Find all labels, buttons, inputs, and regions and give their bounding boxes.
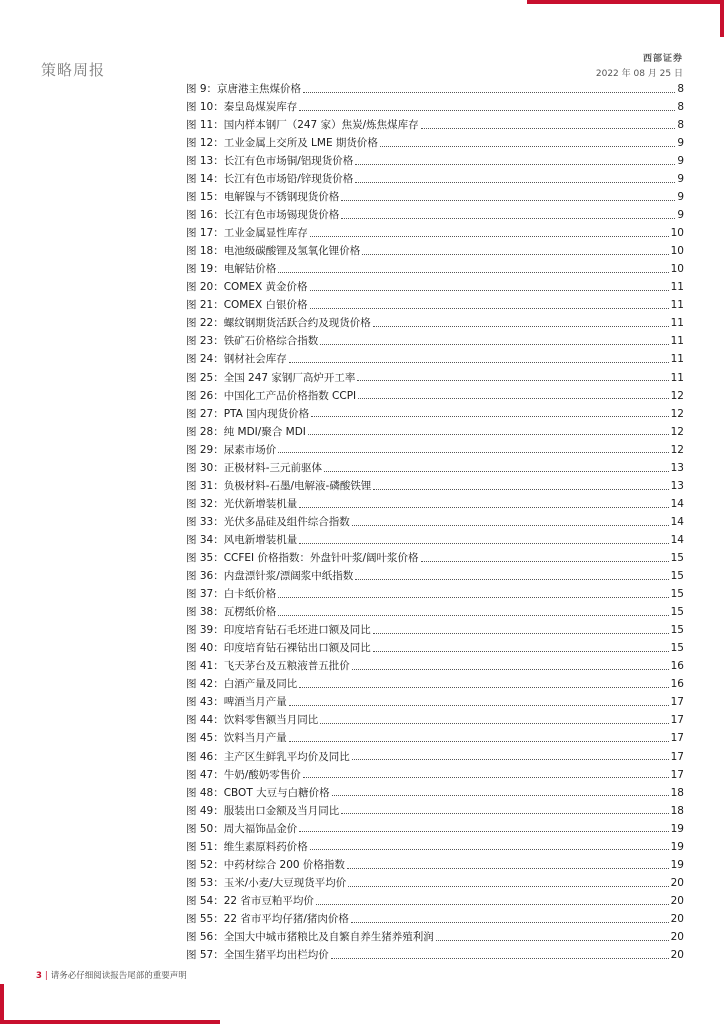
toc-entry-label[interactable]: 图 43：啤酒当月产量 [186, 696, 287, 709]
toc-leader-dots [299, 687, 668, 688]
company-name: 西部证券 [642, 54, 683, 64]
toc-leader-dots [352, 759, 669, 760]
toc-entry-page[interactable]: 20 [670, 894, 684, 907]
toc-entry[interactable] [186, 405, 684, 423]
toc-leader-dots [278, 615, 668, 616]
toc-entry[interactable] [186, 585, 684, 603]
toc-entry-label[interactable]: 图 27：PTA 国内现货价格 [186, 407, 310, 420]
toc-entry-page[interactable]: 15 [670, 606, 684, 619]
toc-entry-label[interactable]: 图 17：工业金属显性库存 [186, 227, 308, 240]
toc-entry-page[interactable]: 16 [670, 678, 684, 691]
toc-entry-label[interactable]: 图 9：京唐港主焦煤价格 [186, 82, 302, 95]
toc-entry-page[interactable]: 20 [670, 912, 684, 925]
toc-leader-dots [289, 705, 669, 706]
toc-entry[interactable] [186, 206, 684, 224]
toc-leader-dots [278, 452, 668, 453]
toc-entry-page[interactable]: 19 [670, 840, 684, 853]
toc-entry-page[interactable]: 20 [670, 876, 684, 889]
toc-entry-label[interactable]: 图 15：电解镍与不锈钢现货价格 [186, 191, 340, 204]
toc-entry-page[interactable]: 8 [677, 118, 684, 131]
toc-entry[interactable] [186, 387, 684, 405]
toc-entry-label[interactable]: 图 36：内盘漂针浆/漂阔浆中纸指数 [186, 570, 354, 583]
toc-entry-label[interactable]: 图 21：COMEX 白银价格 [186, 299, 308, 312]
toc-entry-label[interactable]: 图 34：风电新增装机量 [186, 533, 298, 546]
toc-leader-dots [373, 633, 669, 634]
toc-entry-page[interactable]: 8 [677, 82, 684, 95]
toc-entry[interactable] [186, 495, 684, 513]
toc-entry-page[interactable]: 15 [670, 588, 684, 601]
toc-entry-page[interactable]: 12 [670, 407, 684, 420]
toc-entry[interactable] [186, 242, 684, 260]
toc-entry[interactable] [186, 946, 684, 964]
toc-leader-dots [289, 362, 669, 363]
page-number: 3 [36, 971, 42, 981]
toc-leader-dots [289, 741, 669, 742]
toc-entry-page[interactable]: 20 [670, 930, 684, 943]
toc-leader-dots [355, 164, 675, 165]
toc-leader-dots [421, 561, 669, 562]
toc-entry-label[interactable]: 图 31：负极材料-石墨/电解液-磷酸铁锂 [186, 479, 372, 492]
toc-entry[interactable] [186, 730, 684, 748]
toc-entry[interactable] [186, 802, 684, 820]
toc-leader-dots [341, 813, 668, 814]
toc-entry-label[interactable]: 图 12：工业金属上交所及 LME 期货价格 [186, 136, 378, 149]
toc-entry-page[interactable]: 11 [670, 317, 684, 330]
toc-leader-dots [331, 958, 669, 959]
toc-entry-label[interactable]: 图 32：光伏新增装机量 [186, 497, 298, 510]
toc-leader-dots [352, 525, 669, 526]
toc-leader-dots [341, 200, 675, 201]
toc-entry-page[interactable]: 20 [670, 949, 684, 962]
bottom-left-corner-decoration [0, 984, 220, 1024]
toc-entry[interactable] [186, 531, 684, 549]
toc-entry-label[interactable]: 图 45：饮料当月产量 [186, 732, 287, 745]
toc-entry-label[interactable]: 图 37：白卡纸价格 [186, 588, 277, 601]
toc-leader-dots [358, 398, 668, 399]
toc-leader-dots [310, 308, 669, 309]
toc-leader-dots [352, 669, 669, 670]
toc-leader-dots [299, 831, 668, 832]
toc-leader-dots [332, 795, 669, 796]
toc-entry-page[interactable]: 16 [670, 660, 684, 673]
toc-entry[interactable] [186, 838, 684, 856]
figure-toc-list [186, 80, 684, 964]
toc-entry[interactable] [186, 315, 684, 333]
toc-entry-page[interactable]: 11 [670, 281, 684, 294]
toc-entry[interactable] [186, 874, 684, 892]
toc-entry[interactable] [186, 477, 684, 495]
toc-entry[interactable] [186, 351, 684, 369]
toc-leader-dots [362, 254, 668, 255]
toc-entry[interactable] [186, 910, 684, 928]
toc-entry-page[interactable]: 13 [670, 461, 684, 474]
toc-entry-page[interactable]: 10 [670, 263, 684, 276]
toc-entry[interactable] [186, 694, 684, 712]
toc-entry-label[interactable]: 图 46：主产区生鲜乳平均价及同比 [186, 750, 350, 763]
toc-entry-page[interactable]: 12 [670, 443, 684, 456]
toc-leader-dots [355, 182, 675, 183]
toc-entry-page[interactable]: 13 [670, 479, 684, 492]
toc-entry-page[interactable]: 19 [670, 858, 684, 871]
footer-separator: | [44, 971, 48, 981]
toc-entry-label[interactable]: 图 52：中药材综合 200 价格指数 [186, 858, 345, 871]
toc-leader-dots [373, 651, 669, 652]
toc-entry-page[interactable]: 11 [670, 299, 684, 312]
toc-leader-dots [303, 777, 669, 778]
toc-entry-label[interactable]: 图 57：全国生猪平均出栏均价 [186, 949, 329, 962]
toc-entry[interactable] [186, 441, 684, 459]
toc-entry-label[interactable]: 图 26：中国化工产品价格指数 CCPI [186, 389, 357, 402]
toc-entry-page[interactable]: 11 [670, 353, 684, 366]
toc-entry-label[interactable]: 图 50：周大福饰品金价 [186, 822, 298, 835]
toc-entry[interactable] [186, 928, 684, 946]
toc-entry-page[interactable]: 17 [670, 768, 684, 781]
toc-leader-dots [299, 507, 668, 508]
toc-leader-dots [436, 940, 669, 941]
toc-leader-dots [324, 471, 669, 472]
toc-entry-page[interactable]: 11 [670, 335, 684, 348]
toc-entry-label[interactable]: 图 18：电池级碳酸锂及氢氧化锂价格 [186, 245, 361, 258]
toc-entry-page[interactable]: 9 [677, 191, 684, 204]
toc-entry-label[interactable]: 图 14：长江有色市场铅/锌现货价格 [186, 173, 354, 185]
toc-entry-label[interactable]: 图 39：印度培育钻石毛坯进口额及同比 [186, 624, 371, 637]
toc-entry-page[interactable]: 12 [670, 389, 684, 402]
toc-entry-page[interactable]: 10 [670, 245, 684, 258]
toc-entry[interactable] [186, 152, 684, 170]
toc-entry-label[interactable]: 图 16：长江有色市场锡现货价格 [186, 209, 340, 222]
toc-leader-dots [355, 579, 668, 580]
toc-entry-label[interactable]: 图 54：22 省市豆粕平均价 [186, 894, 314, 907]
toc-entry-label[interactable]: 图 38：瓦楞纸价格 [186, 606, 277, 619]
toc-entry[interactable] [186, 712, 684, 730]
toc-entry[interactable] [186, 567, 684, 585]
toc-entry-label[interactable]: 图 49：服装出口金额及当月同比 [186, 804, 340, 817]
toc-entry-page[interactable]: 15 [670, 642, 684, 655]
toc-entry[interactable] [186, 333, 684, 351]
toc-entry-page[interactable]: 18 [670, 804, 684, 817]
toc-entry-label[interactable]: 图 48：CBOT 大豆与白糖价格 [186, 786, 330, 799]
toc-entry-page[interactable]: 9 [677, 136, 684, 149]
toc-entry[interactable] [186, 116, 684, 134]
toc-leader-dots [299, 543, 668, 544]
toc-entry-page[interactable]: 10 [670, 227, 684, 240]
toc-leader-dots [316, 904, 669, 905]
toc-entry-label[interactable]: 图 53：玉米/小麦/大豆现货平均价 [186, 876, 347, 889]
toc-entry[interactable] [186, 748, 684, 766]
toc-leader-dots [348, 886, 668, 887]
toc-leader-dots [320, 344, 668, 345]
toc-entry[interactable] [186, 459, 684, 477]
toc-entry-page[interactable]: 9 [677, 209, 684, 222]
toc-entry[interactable] [186, 621, 684, 639]
toc-entry-label[interactable]: 图 47：牛奶/酸奶零售价 [186, 768, 301, 781]
toc-entry[interactable] [186, 98, 684, 116]
toc-entry-label[interactable]: 图 29：尿素市场价 [186, 443, 277, 456]
toc-entry[interactable] [186, 820, 684, 838]
toc-entry-page[interactable]: 12 [670, 425, 684, 438]
toc-entry-label[interactable]: 图 10：秦皇岛煤炭库存 [186, 100, 298, 113]
toc-leader-dots [310, 290, 669, 291]
toc-entry-page[interactable]: 9 [677, 173, 684, 185]
toc-entry-label[interactable]: 图 55：22 省市平均仔猪/猪肉价格 [186, 912, 349, 925]
toc-entry[interactable] [186, 892, 684, 910]
toc-entry-page[interactable]: 17 [670, 732, 684, 745]
toc-entry[interactable] [186, 658, 684, 676]
toc-entry-label[interactable]: 图 42：白酒产量及同比 [186, 678, 298, 691]
toc-entry-label[interactable]: 图 44：饮料零售额当月同比 [186, 714, 319, 727]
toc-entry[interactable] [186, 603, 684, 621]
toc-entry[interactable] [186, 170, 684, 188]
toc-leader-dots [299, 110, 675, 111]
toc-entry-label[interactable]: 图 13：长江有色市场铜/铝现货价格 [186, 154, 354, 167]
toc-entry-label[interactable]: 图 19：电解钴价格 [186, 263, 277, 276]
toc-entry-label[interactable]: 图 51：维生素原料药价格 [186, 840, 308, 853]
toc-entry[interactable] [186, 639, 684, 657]
toc-entry[interactable] [186, 369, 684, 387]
toc-entry-label[interactable]: 图 24：钢材社会库存 [186, 353, 287, 366]
page-footer [36, 969, 187, 981]
toc-entry-page[interactable]: 14 [670, 497, 684, 510]
toc-entry-label[interactable]: 图 22：螺纹钢期货活跃合约及现货价格 [186, 317, 371, 330]
toc-leader-dots [308, 434, 669, 435]
toc-leader-dots [351, 922, 669, 923]
toc-entry[interactable] [186, 279, 684, 297]
toc-entry-page[interactable]: 19 [670, 822, 684, 835]
toc-leader-dots [421, 128, 676, 129]
toc-leader-dots [320, 723, 668, 724]
toc-leader-dots [310, 236, 669, 237]
top-right-corner-decoration [527, 0, 724, 37]
report-date: 2022 年 08 月 25 日 [595, 69, 683, 79]
toc-leader-dots [357, 380, 668, 381]
toc-entry-page[interactable]: 17 [670, 696, 684, 709]
toc-leader-dots [380, 146, 675, 147]
toc-leader-dots [278, 597, 668, 598]
toc-entry-label[interactable]: 图 40：印度培育钻石裸钻出口额及同比 [186, 642, 371, 655]
toc-entry-page[interactable]: 15 [670, 624, 684, 637]
toc-entry[interactable] [186, 549, 684, 567]
toc-entry-label[interactable]: 图 20：COMEX 黄金价格 [186, 281, 308, 294]
toc-entry-page[interactable]: 14 [670, 533, 684, 546]
toc-entry-label[interactable]: 图 28：纯 MDI/聚合 MDI [186, 425, 306, 438]
toc-entry[interactable] [186, 260, 684, 278]
toc-entry-label[interactable]: 图 11：国内样本钢厂（247 家）焦炭/炼焦煤库存 [186, 118, 419, 131]
toc-entry-page[interactable]: 8 [677, 100, 684, 113]
toc-entry-label[interactable]: 图 56：全国大中城市猪粮比及自繁自养生猪养殖利润 [186, 930, 434, 943]
toc-leader-dots [341, 218, 675, 219]
toc-leader-dots [347, 868, 669, 869]
toc-entry-label[interactable]: 图 35：CCFEI 价格指数：外盘针叶浆/阔叶浆价格 [186, 551, 419, 564]
toc-entry[interactable] [186, 423, 684, 441]
toc-entry-label[interactable]: 图 30：正极材料-三元前驱体 [186, 461, 322, 474]
toc-entry-page[interactable]: 9 [677, 154, 684, 167]
toc-entry-page[interactable]: 17 [670, 750, 684, 763]
toc-leader-dots [311, 416, 668, 417]
toc-entry-page[interactable]: 15 [670, 570, 684, 583]
toc-entry[interactable] [186, 297, 684, 315]
toc-entry-label[interactable]: 图 25：全国 247 家钢厂高炉开工率 [186, 371, 356, 384]
toc-entry-label[interactable]: 图 41：飞天茅台及五粮液普五批价 [186, 660, 350, 673]
toc-entry[interactable] [186, 224, 684, 242]
toc-entry[interactable] [186, 784, 684, 802]
toc-entry-page[interactable]: 11 [670, 371, 684, 384]
toc-leader-dots [278, 272, 668, 273]
toc-entry[interactable] [186, 134, 684, 152]
footer-disclaimer: 请务必仔细阅读报告尾部的重要声明 [50, 971, 187, 981]
toc-entry[interactable] [186, 766, 684, 784]
toc-entry-page[interactable]: 14 [670, 515, 684, 528]
toc-entry[interactable] [186, 856, 684, 874]
toc-leader-dots [303, 92, 675, 93]
toc-leader-dots [310, 849, 669, 850]
toc-entry-label[interactable]: 图 23：铁矿石价格综合指数 [186, 335, 319, 348]
toc-entry[interactable] [186, 188, 684, 206]
toc-entry[interactable] [186, 513, 684, 531]
toc-entry[interactable] [186, 80, 684, 98]
toc-entry[interactable] [186, 676, 684, 694]
toc-entry-label[interactable]: 图 33：光伏多晶硅及组件综合指数 [186, 515, 350, 528]
report-type-title: 策略周报 [41, 61, 106, 79]
toc-leader-dots [373, 489, 668, 490]
toc-entry-page[interactable]: 15 [670, 551, 684, 564]
toc-entry-page[interactable]: 18 [670, 786, 684, 799]
toc-entry-page[interactable]: 17 [670, 714, 684, 727]
toc-leader-dots [373, 326, 669, 327]
